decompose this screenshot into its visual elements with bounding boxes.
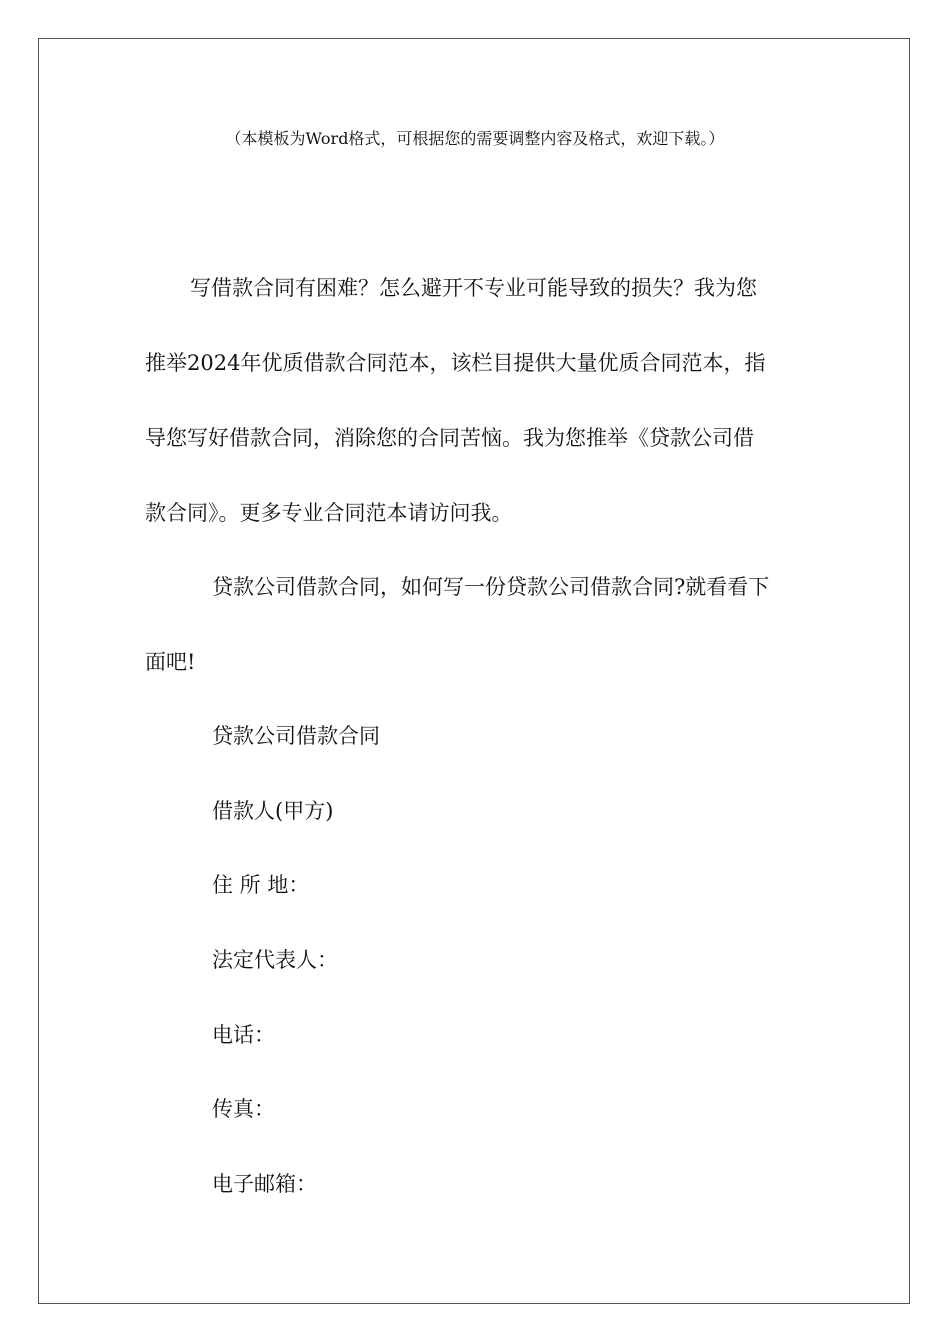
- field-address: 住 所 地：: [212, 873, 310, 897]
- lead-line-1: 贷款公司借款合同，如何写一份贷款公司借款合同?就看看下: [212, 575, 770, 599]
- field-borrower: 借款人(甲方): [212, 799, 334, 823]
- intro-line-1: 写借款合同有困难？怎么避开不专业可能导致的损失？我为您: [190, 276, 757, 300]
- intro-line-3: 导您写好借款合同，消除您的合同苦恼。我为您推举《贷款公司借: [145, 426, 754, 450]
- field-phone: 电话：: [212, 1023, 275, 1047]
- lead-line-2: 面吧!: [145, 650, 196, 674]
- field-email: 电子邮箱：: [212, 1172, 317, 1196]
- contract-title: 贷款公司借款合同: [212, 724, 380, 748]
- intro-line-2: 推举2024年优质借款合同范本，该栏目提供大量优质合同范本，指: [145, 351, 766, 375]
- field-fax: 传真：: [212, 1097, 275, 1121]
- template-note: （本模板为Word格式，可根据您的需要调整内容及格式，欢迎下载。）: [225, 129, 725, 148]
- field-legal-representative: 法定代表人：: [212, 948, 338, 972]
- intro-line-4: 款合同》。更多专业合同范本请访问我。: [145, 501, 513, 525]
